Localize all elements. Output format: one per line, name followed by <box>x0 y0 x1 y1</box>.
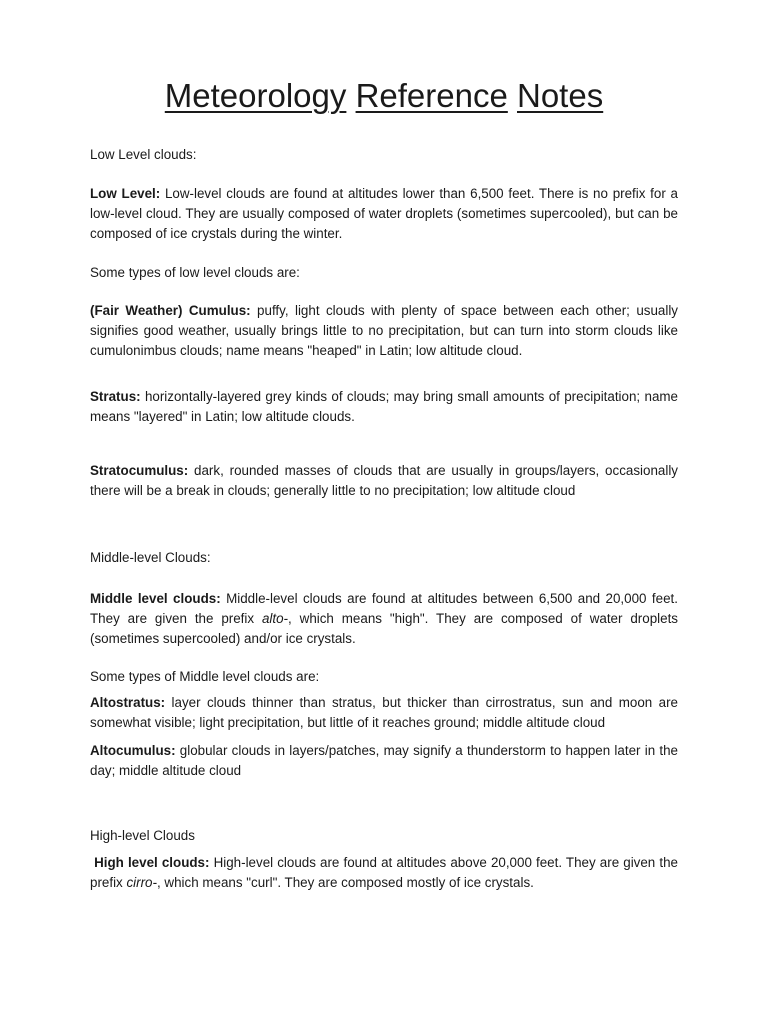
stratus-description: horizontally-layered grey kinds of clouds; may bring small amounts of precipitation; name means "layered" in Latin; low altitude clouds. <box>90 389 678 424</box>
high-level-description-b: , which means "curl". They are composed mostly of ice crystals. <box>156 875 534 890</box>
middle-level-description-b: , which means "high". They are composed of water droplets (sometimes supercooled) and/or ice crystals. <box>90 611 678 646</box>
middle-level-types-heading: Some types of Middle level clouds are: <box>90 669 320 684</box>
middle-level-heading: Middle-level Clouds: <box>90 550 211 565</box>
low-level-heading: Low Level clouds: <box>90 147 197 162</box>
title-word-notes: Notes <box>517 77 604 114</box>
cumulus-term: (Fair Weather) Cumulus: <box>90 303 251 318</box>
middle-level-description-a: Middle-level clouds are found at altitudes between 6,500 and 20,000 feet. They are given the prefix <box>90 591 678 626</box>
stratus-paragraph <box>90 387 678 427</box>
cumulus-paragraph <box>90 301 678 361</box>
altocumulus-paragraph <box>90 741 678 781</box>
altocumulus-term: Altocumulus: <box>90 743 176 758</box>
high-level-term: High level clouds: <box>94 855 210 870</box>
alto-prefix: alto- <box>261 611 289 626</box>
low-level-types-heading: Some types of low level clouds are: <box>90 265 300 280</box>
high-level-heading: High-level Clouds <box>90 828 195 843</box>
stratocumulus-term: Stratocumulus: <box>90 463 189 478</box>
altostratus-term: Altostratus: <box>90 695 166 710</box>
stratocumulus-description: dark, rounded masses of clouds that are usually in groups/layers, occasionally there will be a break in clouds; generally little to no precipitation; low altitude cloud <box>90 463 678 498</box>
high-level-intro-paragraph <box>90 853 678 893</box>
page-title <box>0 76 768 116</box>
low-level-description: Low-level clouds are found at altitudes lower than 6,500 feet. There is no prefix for a low-level cloud. They are usually composed of water droplets (sometimes supercooled), but can be composed of ice crystals during the winter. <box>90 186 678 241</box>
title-word-meteorology: Meteorology <box>164 77 347 114</box>
middle-level-intro-paragraph <box>90 589 678 649</box>
title-word-reference: Reference <box>355 77 508 114</box>
low-level-intro-paragraph <box>90 184 678 244</box>
stratocumulus-paragraph <box>90 461 678 501</box>
cirro-prefix: cirro- <box>126 875 157 890</box>
high-level-description-a: High-level clouds are found at altitudes above 20,000 feet. They are given the prefix <box>90 855 678 890</box>
low-level-term: Low Level: <box>90 186 161 201</box>
altostratus-paragraph <box>90 693 678 733</box>
altostratus-description: layer clouds thinner than stratus, but thicker than cirrostratus, sun and moon are somewhat visible; light precipitation, but little of it reaches ground; middle altitude cloud <box>90 695 678 730</box>
middle-level-term: Middle level clouds: <box>90 591 221 606</box>
stratus-term: Stratus: <box>90 389 141 404</box>
altocumulus-description: globular clouds in layers/patches, may signify a thunderstorm to happen later in the day; middle altitude cloud <box>90 743 678 778</box>
cumulus-description: puffy, light clouds with plenty of space between each other; usually signifies good weather, usually brings little to no precipitation, but can turn into storm clouds like cumulonimbus clouds; name means "heaped" in Latin; low altitude cloud. <box>90 303 678 358</box>
